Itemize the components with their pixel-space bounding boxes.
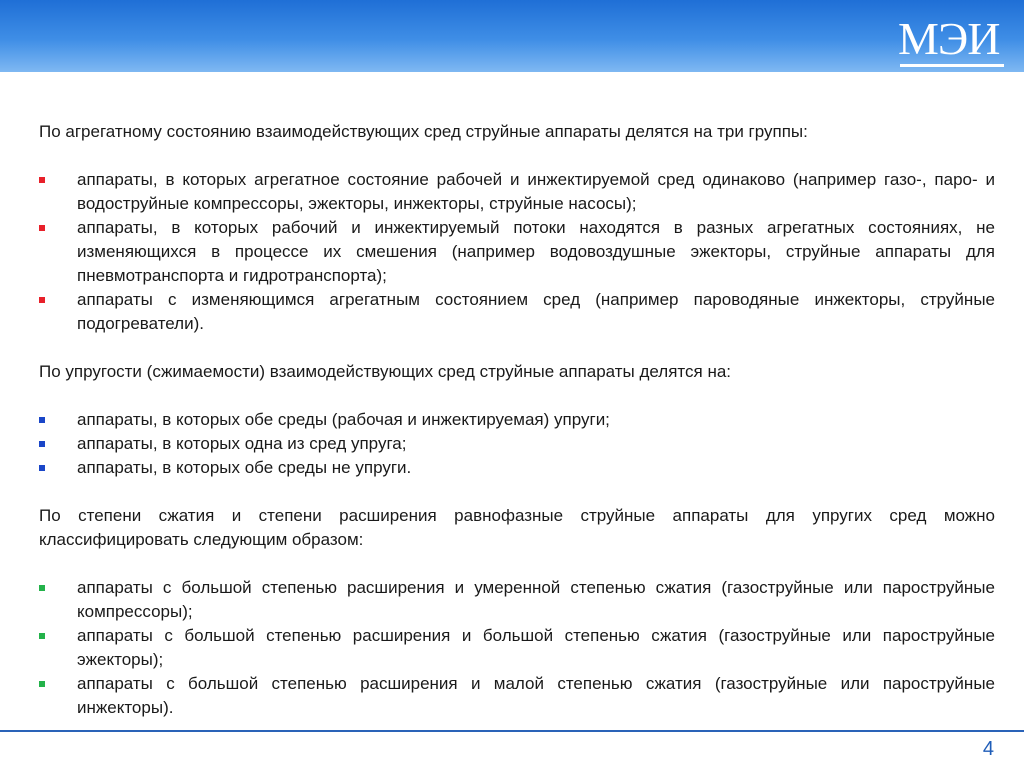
page-number: 4 (982, 738, 994, 760)
list-item-text: аппараты с большой степенью расширения и малой степенью сжатия (газоструйные или пароструйные инжекторы). (77, 674, 995, 717)
footer-divider (0, 730, 1024, 732)
list-item (39, 408, 995, 432)
list-item-text: аппараты с большой степенью расширения и большой степенью сжатия (газоструйные или пароструйные эжекторы); (77, 626, 995, 669)
blue-bullet-icon (39, 465, 45, 471)
section3-list (39, 576, 995, 720)
list-item (39, 168, 995, 216)
red-bullet-icon (39, 225, 45, 231)
section1-intro: По агрегатному состоянию взаимодействующих сред струйные аппараты делятся на три группы: (39, 122, 808, 141)
list-item (39, 624, 995, 672)
mei-logo (898, 14, 1006, 64)
blue-bullet-icon (39, 417, 45, 423)
section1-list (39, 168, 995, 336)
red-bullet-icon (39, 177, 45, 183)
list-item-text: аппараты, в которых агрегатное состояние рабочей и инжектируемой сред одинаково (например газо-, паро- и водоструйные компрессоры, эжекторы, инжекторы, струйные насосы); (77, 170, 995, 213)
list-item (39, 672, 995, 720)
list-item (39, 216, 995, 288)
section2-list (39, 408, 995, 480)
slide-content (39, 120, 995, 720)
list-item-text: аппараты с изменяющимся агрегатным состоянием сред (например пароводяные инжекторы, струйные подогреватели). (77, 290, 995, 333)
green-bullet-icon (39, 681, 45, 687)
red-bullet-icon (39, 297, 45, 303)
list-item-text: аппараты, в которых одна из сред упруга; (77, 434, 407, 453)
slide-header-bar (0, 0, 1024, 72)
section2-intro: По упругости (сжимаемости) взаимодействующих сред струйные аппараты делятся на: (39, 362, 732, 381)
list-item (39, 432, 995, 456)
list-item-text: аппараты с большой степенью расширения и умеренной степенью сжатия (газоструйные или пароструйные компрессоры); (77, 578, 995, 621)
section3-intro: По степени сжатия и степени расширения равнофазные струйные аппараты для упругих сред можно классифицировать следующим образом: (39, 506, 995, 549)
list-item-text: аппараты, в которых рабочий и инжектируемый потоки находятся в разных агрегатных состояниях, не изменяющихся в процессе их смешения (например водовоздушные эжекторы, струйные аппараты для пневмотранспорта и гидротранспорта); (77, 218, 995, 285)
list-item-text: аппараты, в которых обе среды не упруги. (77, 458, 412, 477)
list-item (39, 456, 995, 480)
list-item-text: аппараты, в которых обе среды (рабочая и инжектируемая) упруги; (77, 410, 610, 429)
list-item (39, 288, 995, 336)
logo-text: МЭИ (898, 13, 1000, 64)
blue-bullet-icon (39, 441, 45, 447)
green-bullet-icon (39, 585, 45, 591)
list-item (39, 576, 995, 624)
logo-underline (900, 64, 1004, 67)
green-bullet-icon (39, 633, 45, 639)
